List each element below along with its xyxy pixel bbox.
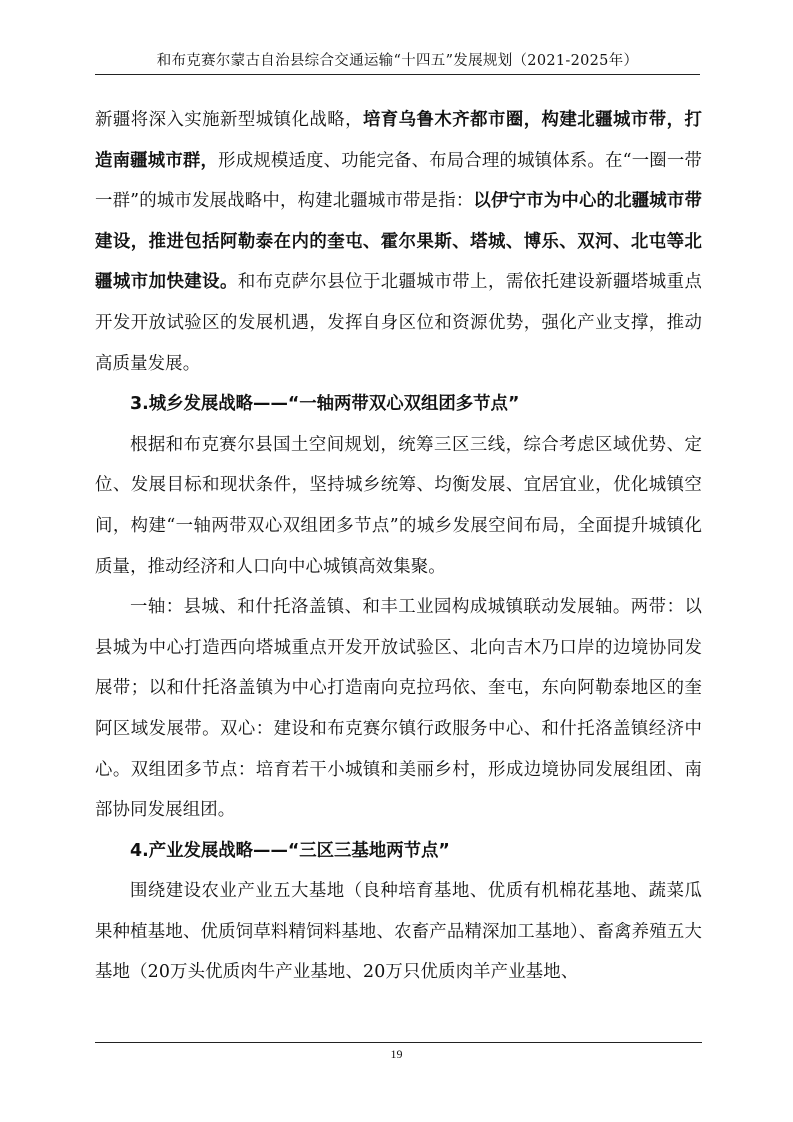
section-heading-3: 3.城乡发展战略——“一轴两带双心双组团多节点” <box>130 394 520 415</box>
text-segment: 和布克萨尔县位于北疆城市带上，需依托建设新疆塔城重点开发开放试验区的发展机遇，发挥自身区位和资源优势，强化产业支撑，推动高质量发展。 <box>95 272 703 374</box>
paragraph-axis-belts: 一轴：县城、和什托洛盖镇、和丰工业园构成城镇联动发展轴。两带：以县城为中心打造西向塔城重点开发开放试验区、北向吉木乃口岸的边境协同发展带；以和什托洛盖镇为中心打造南向克拉玛依、奎屯，东向阿勒泰地区的奎阿区域发展带。双心：建设和布克赛尔镇行政服务中心、和什托洛盖镇经济中心。双组团多节点：培育若干小城镇和美丽乡村，形成边境协同发展组团、南部协同发展组团。 <box>95 597 702 821</box>
bold-segment: 以伊宁市为中心的北疆城市带建设，推进包括阿勒泰在内的奎屯、霍尔果斯、塔城、博乐、双河、北屯等北疆城市加快建设。 <box>95 191 703 293</box>
paragraph-spatial-plan: 根据和布克赛尔县国土空间规划，统筹三区三线，综合考虑区域优势、定位、发展目标和现状条件，坚持城乡统筹、均衡发展、宜居宜业，优化城镇空间，构建“一轴两带双心双组团多节点”的城乡发展空间布局，全面提升城镇化质量，推动经济和人口向中心城镇高效集聚。 <box>95 434 702 577</box>
header-title: 和布克赛尔蒙古自治县综合交通运输“十四五”发展规划（2021-2025年） <box>156 53 639 69</box>
bold-segment: 培育乌鲁木齐都市圈，构建北疆城市带，打造南疆城市群， <box>95 110 702 171</box>
document-body <box>95 100 702 993</box>
paragraph-urbanization <box>95 100 702 384</box>
section-heading-4: 4.产业发展战略——“三区三基地两节点” <box>130 840 450 861</box>
text-segment: 新疆将深入实施新型城镇化战略， <box>95 110 363 130</box>
paragraph-industry-bases: 围绕建设农业产业五大基地（良种培育基地、优质有机棉花基地、蔬菜瓜果种植基地、优质饲草料精饲料基地、农畜产品精深加工基地）、畜禽养殖五大基地（20万头优质肉牛产业基地、20万只优质肉羊产业基地、 <box>95 881 702 983</box>
running-header <box>95 44 700 75</box>
page-number: 19 <box>390 1047 403 1061</box>
footer-rule <box>95 1042 702 1043</box>
text-segment: 形成规模适度、功能完备、布局合理的城镇体系。在“一圈一带一群”的城市发展战略中，构建北疆城市带是指： <box>95 150 702 212</box>
